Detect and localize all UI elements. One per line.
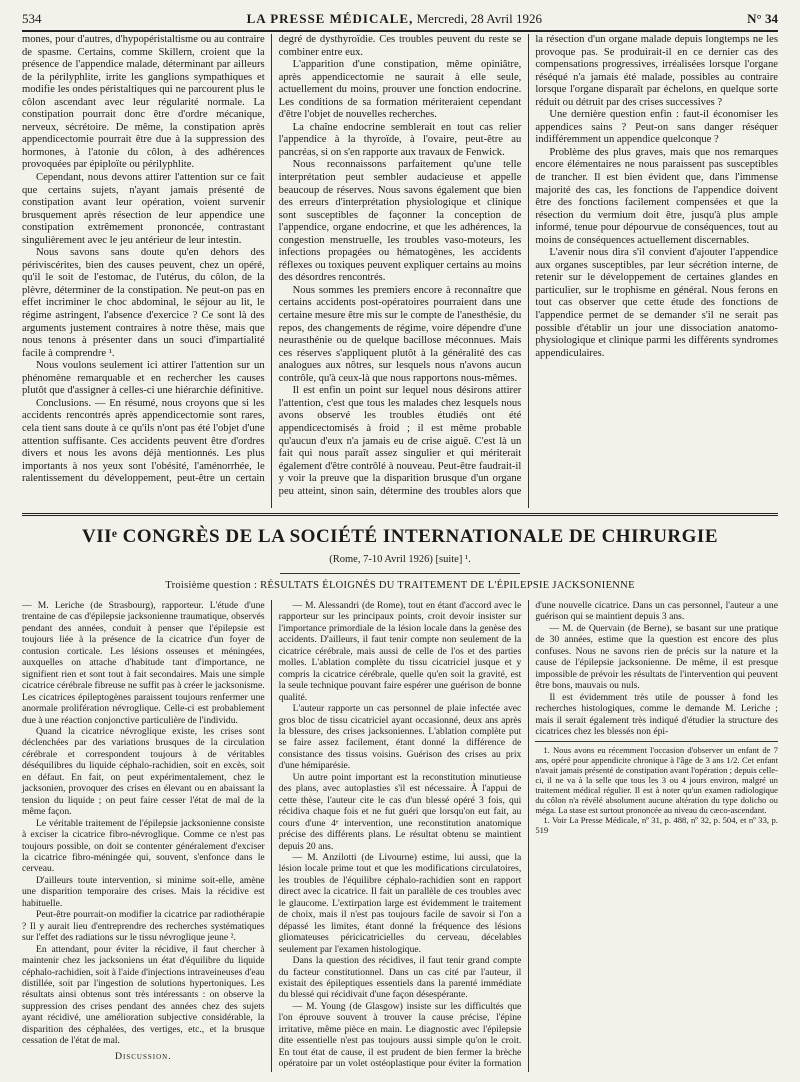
paragraph: Peut-être pourrait-on modifier la cicatrice par radiothérapie ? Il y aurait lieu d'entreprendre des recherches systématiques sur l'effet des radiations sur le tissu névroglique jeune ². — [22, 909, 265, 944]
paragraph: Il est enfin un point sur lequel nous désirons attirer l'attention, c'est que tous les malades chez lesquels nous avons observé les troubles étudiés ont été appendicectomisés à froid ; il est même probable qu'aucun d'eux n'a jamais eu de crise aiguë. C'est là un fait qui nous paraît assez singulier et qui mériterait également d'être contrôlé à nouveau. Peut-être faudrait-il y voir la preuve que la disparition brusque d'un organe peu atteint, sinon sain, détermine des troubles alors que la résection d'un organe malade depuis longtemps ne les provoque pas. Se produirait-il en ce dernier cas des compensations progressives, irréalisées lorsque l'organe réséqué n'a jamais été malade, possibles au contraire lorsque l'organe disparaît par échelons, en quelque sorte réduit ou détruit par des crises successives ? — [278, 34, 778, 497]
paragraph: mones, pour d'autres, d'hypopéristaltisme ou au contraire de spasme. Certains, comme Skillern, croient que la présence de l'appendice malade, déterminant par ailleurs de la périlyphlite, irrite les ganglions sympathiques et modifie les ondes péristaltiques qui ne parcourent plus le côlon ascendant avec leur régularité normale. La constipation pourrait donc être d'ordre mécanique, nerveux, sécrétoire. De même, la constipation après appendicectomie pourrait être due à la suppression des hormones, à l'atonie du côlon, à des adhérences provoquées par épiploïte ou périlyphlite. — [22, 34, 265, 171]
question-heading: Troisième question : RÉSULTATS ÉLOIGNÉS DU TRAITEMENT DE L'ÉPILEPSIE JACKSONIENNE — [165, 580, 635, 591]
paragraph: — M. de Quervain (de Berne), se basant sur une pratique de 30 années, estime que la question est encore des plus confuses. Nous ne savons rien de précis sur la nature et la cause de l'épilepsie jacksonienne. De même, il est presque impossible de prévoir les résultats de l'intervention qui peuvent être bons, mauvais ou nuls. — [535, 622, 778, 692]
page-header — [22, 8, 778, 32]
divider — [280, 573, 520, 574]
page-number: 534 — [22, 11, 42, 26]
journal-title — [247, 11, 542, 27]
paragraph: Nous savons sans doute qu'en dehors des périviscérites, bien des causes peuvent, chez un opéré, qu'il le soit de l'estomac, de l'utérus, du côlon, de la plèvre, déterminer de la constipation. Ne peut-on pas en effet incriminer le choc abdominal, le séjour au lit, le régime astringent, l'absence d'exercice ? Ce sont là des arguments justement contraires à notre thèse, mais que nous tenons à présenter dans un souci d'impartialité facile à comprendre ¹. — [22, 247, 265, 359]
paragraph: Cependant, nous devons attirer l'attention sur ce fait que certains sujets, n'ayant jamais présenté de constipation avant leur opération, voient survenir brusquement après résection de leur appendice une constipation extrêmement prononcée, contrastant singulièrement avec le jeu antérieur de leur intestin. — [22, 172, 265, 246]
paragraph: La chaîne endocrine semblerait en tout cas relier l'appendice à la thyroïde, à l'ovaire, peut-être au pancréas, si on s'en rapporte aux travaux de Fenwick. — [278, 121, 522, 158]
journal-name: LA PRESSE MÉDICALE, — [246, 11, 414, 26]
paragraph: Conclusions. — En résumé, nous croyons que si les accidents rencontrés après appendicectomie sont rares, cela tient sans doute à ce qu'ils n'ont pas été l'objet d'une attention suffisante. Ces accidents peuvent être d'ordres divers et nous les avons déjà mentionnés. Les plus importants à nos yeux sont l'obésité, l'aménorrhée, le ralentissement du développement, peut-être un certain degré de dysthyroïdie. Ces troubles peuvent du reste se combiner entre eux. — [22, 34, 522, 485]
footnotes — [535, 741, 778, 835]
paragraph: — M. Anzilotti (de Livourne) estime, lui aussi, que la lésion locale prime tout et que les modifications circulatoires, les troubles de l'équilibre céphalo-rachidien sont en rapport direct avec la cicatrice. Il fait un parallèle de ces troubles avec le glaucome. L'extirpation large est évidemment le traitement de choix, mais il n'est pas toujours facile de savoir si l'on a dépassé les limites, étant donné la fréquence des lésions gliomateuses péricicatricielles du cerveau, décelables seulement par l'examen histologique. — [278, 851, 522, 955]
section-title: VIIᵉ CONGRÈS DE LA SOCIÉTÉ INTERNATIONALE DE CHIRURGIE — [81, 526, 718, 547]
paragraph: — M. Young (de Glasgow) insiste sur les difficultés que l'on éprouve souvent à trouver la cause précise, l'épine irritative, même pièce en main. Le diagnostic avec l'épilepsie dite essentielle n'est pas toujours aussi simple qu'on le croit. En tout état de cause, il est prudent de bien fermer la brèche opératoire par un volet ostéoplastique pour éviter la formation d'une nouvelle cicatrice. Dans un cas personnel, l'auteur a une guérison qui se maintient depuis 3 ans. — [278, 600, 778, 1070]
article-bottom-columns — [22, 600, 778, 1072]
footnote: 1. Nous avons eu récemment l'occasion d'observer un enfant de 7 ans, opéré pour appendicite chronique à l'âge de 3 ans 1/2. Cet enfant n'avait jamais présenté de constipation avant l'opération ; depuis celle-ci, il ne va à la selle que tous les 3 ou 4 jours environ, malgré un traitement médical régulier. Il est à noter qu'un examen radiologique du côlon n'a révélé absolument aucune altération du type dolicho ou méga. La stase est surtout prononcée au niveau du cæco-ascendant. — [535, 745, 778, 816]
issue-number: N° 34 — [747, 11, 778, 26]
paragraph: — M. Leriche (de Strasbourg), rapporteur. L'étude d'une trentaine de cas d'épilepsie jacksonienne traumatique, observés pendant des années, conduit à penser que l'épilepsie est toujours liée à la présence de la cicatrice d'un foyer de contusion corticale. Les lésions osseuses et méningées, auxquelles on attache d'habitude tant d'importance, ne signifient rien et sont tout à fait secondaires. Mais une simple cicatrice cérébrale fibreuse ne suffit pas à créer le jacksonisme. Les cicatrices épileptogènes paraissent toujours renfermer une anormale prolifération névroglique. Celle-ci est probablement due à une réaction conjonctive particulière de l'individu. — [22, 600, 265, 726]
paragraph: — M. Alessandri (de Rome), tout en étant d'accord avec le rapporteur sur les principaux points, croit devoir insister sur l'importance primordiale de la lésion locale dans la genèse des accidents. D'ailleurs, il faut tenir compte non seulement de la cicatrice cérébrale, mais aussi de celle de l'os et des parties molles. L'ablation complète du tissu cicatriciel jusque et y compris la cicatrice cérébrale, quelle qu'en soit la gravité, est la seule technique pouvant faire espérer une guérison de bonne qualité. — [278, 600, 522, 703]
paragraph: L'auteur rapporte un cas personnel de plaie infectée avec gros bloc de tissu cicatriciel ayant occasionné, deux ans après la blessure, des crises jacksoniennes. L'ablation complète put se faire assez facilement, étant donné la différence de consistance des tissus voisins. Guérison des crises au prix d'une hémiparésie. — [278, 703, 522, 772]
paragraph: En attendant, pour éviter la récidive, il faut chercher à maintenir chez les jacksoniens un état d'équilibre du liquide céphalo-rachidien, soit à l'aide d'injections intraveineuses d'eau distillée, soit par l'ingestion de solutions hypertoniques. Les résultats ainsi obtenus sont très intéressants : on observe la suppression des crises pendant des années chez des sujets ayant récidivé, une amélioration subjective considérable, la disparition des céphalées, des vertiges, etc., et la brusque cessation de l'état de mal. — [22, 943, 265, 1047]
article-top-columns — [22, 34, 778, 508]
paragraph: Le véritable traitement de l'épilepsie jacksonienne consiste à exciser la cicatrice fibro-névroglique. Comme ce n'est pas toujours possible, on doit se contenter généralement d'exciser la cicatrice fibro-méningée qui, souvent, s'enfonce dans le cerveau. — [22, 817, 265, 875]
paragraph: Nous sommes les premiers encore à reconnaître que certains accidents post-opératoires pourraient dans une certaine mesure être mis sur le compte de l'anesthésie, du repos, des changements de régime, voire dépendre d'une neurasthénie ou de quelque bacillose méconnues. Mais ces réserves s'appliquent plutôt à la généralité des cas analogues aux nôtres, sur lesquels nous n'avons aucun contrôle, qu'à ceux-là que nous rapportons nous-mêmes. — [278, 284, 522, 384]
paragraph: Nous reconnaissons parfaitement qu'une telle interprétation peut sembler audacieuse et appelle beaucoup de réserves. Nous savons également que bien des erreurs d'interprétation physiologique et clinique sont susceptibles de façonner la conception de l'appendice, organe endocrine, et que les adhérences, la congestion menstruelle, les troubles vaso-moteurs, les infections propagées ou hématogènes, les accidents réflexes ou toxiques peuvent expliquer certains au moins des désordres rencontrés. — [278, 159, 522, 284]
paragraph: Nous voulons seulement ici attirer l'attention sur un phénomène remarquable et en rechercher les causes plutôt que d'assigner à celles-ci une hiérarchie définitive. — [22, 360, 265, 397]
footnote: 1. Voir La Presse Médicale, nº 31, p. 488, nº 32, p. 504, et nº 33, p. 519 — [535, 815, 778, 836]
paragraph: Une dernière question enfin : faut-il économiser les appendices sains ? Peut-on sans danger réséquer indifféremment un appendice quelconque ? — [535, 109, 778, 146]
paragraph: Dans la question des récidives, il faut tenir grand compte du facteur constitutionnel. Dans un cas cité par l'auteur, il existait des épileptiques essentiels dans la parenté immédiate du blessé qui récidivait d'une façon désespérante. — [278, 955, 522, 1001]
paragraph: D'ailleurs toute intervention, si minime soit-elle, amène une disparition temporaire des crises. Mais la récidive est habituelle. — [22, 874, 265, 909]
paragraph: L'apparition d'une constipation, même opiniâtre, après appendicectomie ne saurait à elle seule, actuellement du moins, prouver une fonction endocrine. Les conditions de sa formation mériteraient cependant d'être l'objet de nouvelles recherches. — [278, 59, 522, 121]
paragraph: Problème des plus graves, mais que nos remarques encore élémentaires ne nous paraissent pas susceptibles de trancher. Il est bien évident que, dans l'immense majorité des cas, les fonctions de l'appendice doivent être des fonctions facilement compensées et que la résection du vermium doit être, jusqu'à plus ample informé, tenue pour dépourvue de conséquences, tout au moins de conséquences actuellement discernables. — [535, 146, 778, 246]
discussion-heading: Discussion. — [114, 1050, 172, 1062]
paragraph: L'avenir nous dira s'il convient d'ajouter l'appendice aux organes susceptibles, par leur sécrétion interne, de retenir sur le développement de certaines glandes en particulier, sur le trophisme en général. Nous ferons en tout cas observer que cette étude des fonctions de l'appendice permet de se demander s'il ne serait pas possible d'établir un jour une dissociation anatomo-physiologique et clinique parmi les différents syndromes appendiculaires. — [535, 247, 778, 359]
section-subtitle: (Rome, 7-10 Avril 1926) [suite] ¹. — [329, 554, 471, 565]
paragraph: Quand la cicatrice névroglique existe, les crises sont déclenchées par des variations brusques de la circulation cérébrale et correspondent toujours à de véritables déséquilibres du liquide céphalo-rachidien, soit en excès, soit en défaut. En fait, on peut expérimentalement, chez le jacksonien, provoquer des crises en élevant ou en abaissant la tension du liquide ; on peut faire cesser l'état de mal de la même façon. — [22, 725, 265, 818]
issue-date: Mercredi, 28 Avril 1926 — [416, 11, 543, 26]
section-divider — [22, 513, 778, 516]
paragraph: Un autre point important est la reconstitution minutieuse des plans, avec autoplasties s'il est nécessaire. À l'appui de cette thèse, l'auteur cite le cas d'un blessé opéré 3 fois, qui récidiva chaque fois et ne fut guéri que lorsqu'on eut fait, au cours d'une 4ᵉ intervention, une reconstitution anatomique précise des différents plans. Le résultat obtenu se maintient depuis 20 ans. — [278, 771, 522, 852]
paragraph: Il est évidemment très utile de pousser à fond les recherches histologiques, comme le demande M. Leriche ; mais il serait également très indiqué d'étudier la structure des cicatrices chez les blessés non épi- — [535, 691, 778, 737]
